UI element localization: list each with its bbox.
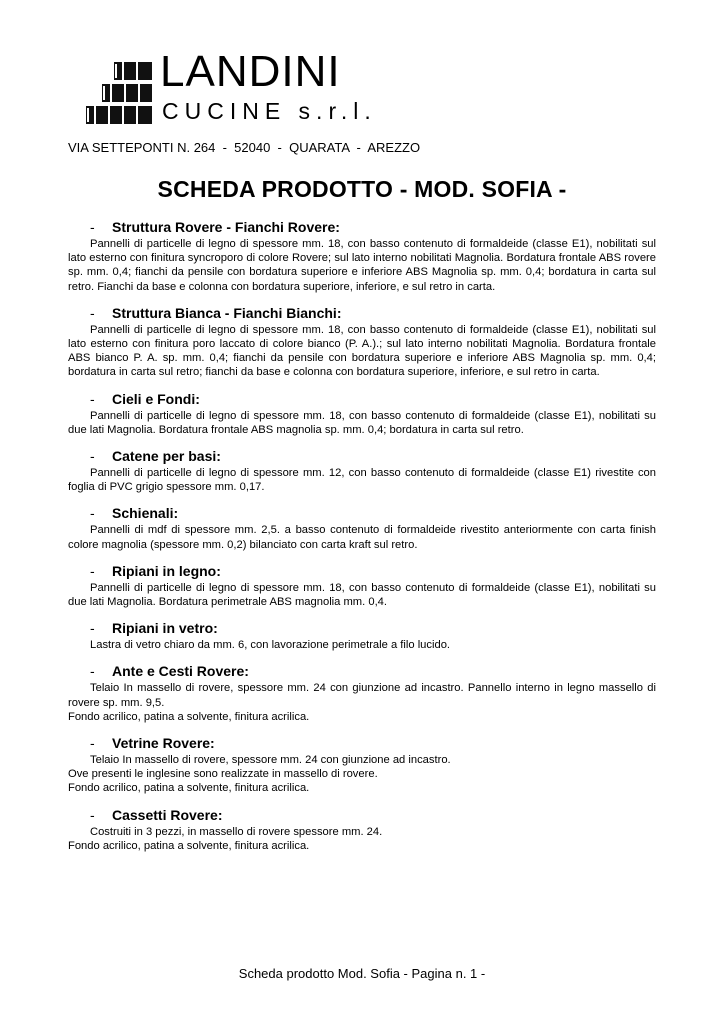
section-heading [68, 735, 656, 752]
section-text-line: Lastra di vetro chiaro da mm. 6, con lavorazione perimetrale a filo lucido. [90, 639, 451, 652]
bullet-dash: - [90, 219, 95, 235]
section-text-line: Pannelli di particelle di legno di spessore mm. 18, con basso contenuto di formaldeide (classe E1), nobilitati sul lato esterno con finitura syncroporo di colore Rovere; sul lato interno nobilitati Magnolia. Bordatura frontale ABS rovere sp. mm. 0,4; fianchi da pensile con bordatura superiore e inferiore ABS Magnolia sp. mm. 0,4; bordatura in carta sul retro. Fianchi da base e colonna con bordatura superiore, inferiore, e sul retro in carta. [68, 238, 656, 293]
spec-section [68, 448, 656, 494]
section-heading-text: Ante e Cesti Rovere: [112, 663, 249, 680]
document-title: SCHEDA PRODOTTO - MOD. SOFIA - [157, 176, 567, 202]
section-text-line: Fondo acrilico, patina a solvente, finitura acrilica. [68, 839, 310, 852]
bullet-dash: - [90, 390, 95, 407]
section-heading [68, 563, 656, 580]
section-body [68, 466, 656, 494]
section-body [68, 523, 656, 551]
section-heading-text: Schienali: [112, 505, 179, 522]
section-heading [68, 219, 656, 236]
bullet-dash: - [90, 505, 95, 522]
section-body [68, 409, 656, 437]
bullet-dash: - [90, 448, 95, 465]
section-text-line: Telaio In massello di rovere, spessore mm. 24 con giunzione ad incastro. Pannello interno in legno massello di rovere sp. mm. 9,5. [68, 682, 656, 709]
section-text-line: Fondo acrilico, patina a solvente, finitura acrilica. [68, 710, 310, 723]
spec-section [68, 305, 656, 380]
brand-name: LANDINI [160, 47, 341, 96]
section-heading [68, 620, 656, 637]
spec-section [68, 807, 656, 853]
bullet-dash: - [90, 735, 95, 752]
bullet-dash: - [90, 304, 95, 321]
section-text-line: Pannelli di particelle di legno di spessore mm. 18, con basso contenuto di formaldeide (classe E1), nobilitati su due lati Magnolia. Bordatura frontale ABS magnolia sp. mm. 0,4; bordatura in carta sul retro. [68, 409, 656, 436]
section-text-line: Pannelli di particelle di legno di spessore mm. 12, con basso contenuto di formaldeide (classe E1) rivestite con foglia di PVC grigio spessore mm. 0,17. [68, 467, 656, 494]
section-heading-text: Struttura Bianca - Fianchi Bianchi: [112, 304, 342, 321]
spec-section [68, 219, 656, 294]
spec-section [68, 391, 656, 437]
bullet-dash: - [90, 806, 95, 823]
section-body [68, 681, 656, 724]
section-heading-text: Cieli e Fondi: [112, 390, 200, 407]
section-text-line: Pannelli di particelle di legno di spessore mm. 18, con basso contenuto di formaldeide (classe E1), nobilitati sul lato esterno con finitura poro laccato di colore bianco (P. A.).; sul lato interno nobilitati Magnolia. Bordatura frontale ABS bianco P. A. sp. mm. 0,4; fianchi da pensile con bordatura superiore e inferiore ABS Magnolia sp. mm. 0,4; bordatura in carta sul retro; fianchi da base e colonna con bordatura superiore, inferiore, e sul retro in carta. [68, 323, 656, 379]
spec-section [68, 735, 656, 796]
section-heading [68, 391, 656, 408]
section-heading [68, 305, 656, 322]
section-heading-text: Vetrine Rovere: [112, 735, 215, 752]
section-heading-text: Struttura Rovere - Fianchi Rovere: [112, 219, 340, 235]
section-heading [68, 448, 656, 465]
section-heading-text: Ripiani in vetro: [112, 620, 218, 637]
page-footer: Scheda prodotto Mod. Sofia - Pagina n. 1 - [238, 966, 486, 981]
section-text-line: Pannelli di mdf di spessore mm. 2,5. a basso contenuto di formaldeide rivestito anteriormente con carta finish colore magnolia (spessore mm. 0,2) bilanciato con carta kraft sul retro. [68, 524, 656, 551]
brand-subtitle: CUCINE s.r.l. [162, 98, 377, 124]
section-text-line: Telaio In massello di rovere, spessore mm. 24 con giunzione ad incastro. [90, 754, 451, 767]
spec-section [68, 563, 656, 609]
section-heading [68, 663, 656, 680]
spec-section [68, 505, 656, 551]
spec-section [68, 663, 656, 724]
bullet-dash: - [90, 663, 95, 680]
section-body [68, 237, 656, 294]
section-heading [68, 807, 656, 824]
section-body [68, 638, 656, 652]
section-heading-text: Ripiani in legno: [112, 562, 221, 579]
section-text-line: Ove presenti le inglesine sono realizzate in massello di rovere. [68, 768, 378, 781]
section-heading [68, 505, 656, 522]
section-body [68, 753, 656, 796]
section-text-line: Costruiti in 3 pezzi, in massello di rovere spessore mm. 24. [90, 825, 383, 838]
company-address: VIA SETTEPONTI N. 264 - 52040 - QUARATA - AREZZO [68, 140, 421, 155]
section-heading-text: Cassetti Rovere: [112, 806, 223, 823]
section-body [68, 825, 656, 853]
section-body [68, 323, 656, 380]
section-heading-text: Catene per basi: [112, 448, 221, 465]
spec-section [68, 620, 656, 652]
landini-block-logo-icon [84, 58, 164, 130]
bullet-dash: - [90, 562, 95, 579]
section-body [68, 581, 656, 609]
bullet-dash: - [90, 620, 95, 637]
product-specs [68, 219, 656, 864]
section-text-line: Fondo acrilico, patina a solvente, finitura acrilica. [68, 782, 310, 795]
section-text-line: Pannelli di particelle di legno di spessore mm. 18, con basso contenuto di formaldeide (classe E1), nobilitati su due lati Magnolia. Bordatura perimetrale ABS magnolia mm. 0,4. [68, 581, 656, 609]
